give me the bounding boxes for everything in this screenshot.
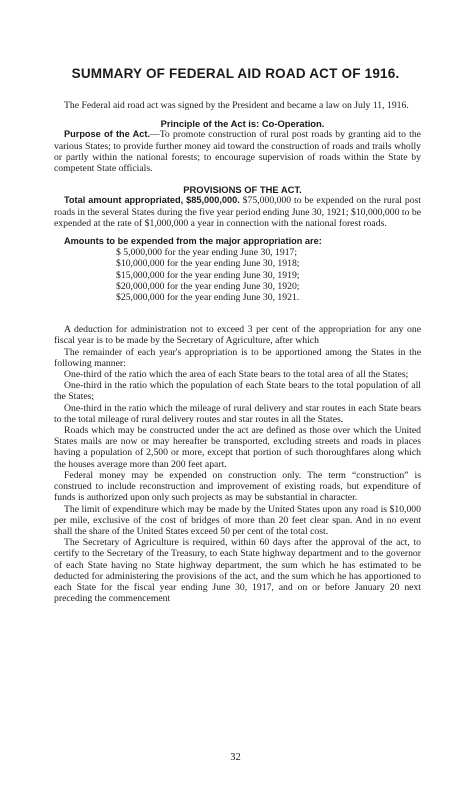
intro-paragraph: The Federal aid road act was signed by the President and became a law on July 11, 1916.: [64, 100, 409, 111]
provisions-heading: PROVISIONS OF THE ACT.: [183, 184, 302, 196]
amounts-list: [54, 247, 421, 303]
amounts-heading: Amounts to be expended from the major appropriation are:: [64, 236, 322, 247]
amount-item: $10,000,000 for the year ending June 30, 1918;: [116, 258, 300, 270]
amount-item: $20,000,000 for the year ending June 30, 1920;: [116, 280, 300, 292]
amount-item: $25,000,000 for the year ending June 30, 1921.: [116, 292, 300, 304]
body-paragraph: One-third in the ratio which the population of each State bears to the total population of all the States;: [54, 380, 421, 403]
body-paragraph: The Secretary of Agriculture is required, within 60 days after the approval of the act, to certify to the Secretary of the Treasury, to each State highway department and to the governor of each State having no State highway department, the sum which he has estimated to be deducted for administering the provisions of the act, and the sum which he has apportioned to each State for the fiscal year ending June 30, 1917, and on or before January 20 next preceding the commencement: [54, 537, 421, 605]
total-lead: Total amount appropriated, $85,000,000.: [64, 195, 240, 206]
amount-item: $ 5,000,000 for the year ending June 30, 1917;: [116, 247, 298, 259]
total-paragraph: [54, 195, 421, 229]
document-body: [54, 100, 421, 604]
page-number: 32: [230, 752, 241, 763]
principle-heading: Principle of the Act is: Co-Operation.: [160, 118, 325, 130]
purpose-text: —To promote construction of rural post roads by granting aid to the various States; to provide further money aid toward the construction of roads and trails wholly or partly within the national forests; to encourage supervision of roads within the State by competent State officials.: [54, 129, 421, 175]
body-paragraph: Federal money may be expended on construction only. The term “construction” is construed to include reconstruction and improvement of existing roads, but expenditure of funds is authorized upon only such projects as may be substantial in character.: [54, 469, 421, 504]
body-paragraph: One-third of the ratio which the area of each State bears to the total area of all the States;: [64, 369, 409, 381]
body-paragraph: One-third in the ratio which the mileage of rural delivery and star routes in each State bears to the total mileage of rural delivery routes and star routes in all the States.: [54, 402, 421, 425]
body-paragraph: Roads which may be constructed under the act are defined as those over which the United States mails are now or may hereafter be transported, excluding streets and roads in places having a population of 2,500 or more, except that portion of such thoroughfares along which the houses average more than 200 feet apart.: [54, 425, 421, 470]
page-title: SUMMARY OF FEDERAL AID ROAD ACT OF 1916.: [71, 66, 400, 81]
body-paragraph: The remainder of each year's appropriation is to be apportioned among the States in the following manner:: [54, 346, 421, 369]
purpose-lead: Purpose of the Act.: [64, 129, 150, 140]
total-text: $75,000,000 to be expended on the rural post roads in the several States during the five year period ending June 30, 1921; $10,000,000 to be expended at the rate of $1,000,000 a year in connection with the national forest roads.: [54, 195, 421, 229]
body-paragraph: A deduction for administration not to exceed 3 per cent of the appropriation for any one fiscal year is to be made by the Secretary of Agriculture, after which: [54, 324, 421, 347]
purpose-paragraph: [54, 129, 421, 174]
amount-item: $15,000,000 for the year ending June 30, 1919;: [116, 269, 300, 281]
body-paragraph: The limit of expenditure which may be made by the United States upon any road is $10,000 per mile, exclusive of the cost of bridges of more than 20 feet clear span. And in no event shall the share of the United States exceed 50 per cent of the total cost.: [54, 503, 421, 537]
